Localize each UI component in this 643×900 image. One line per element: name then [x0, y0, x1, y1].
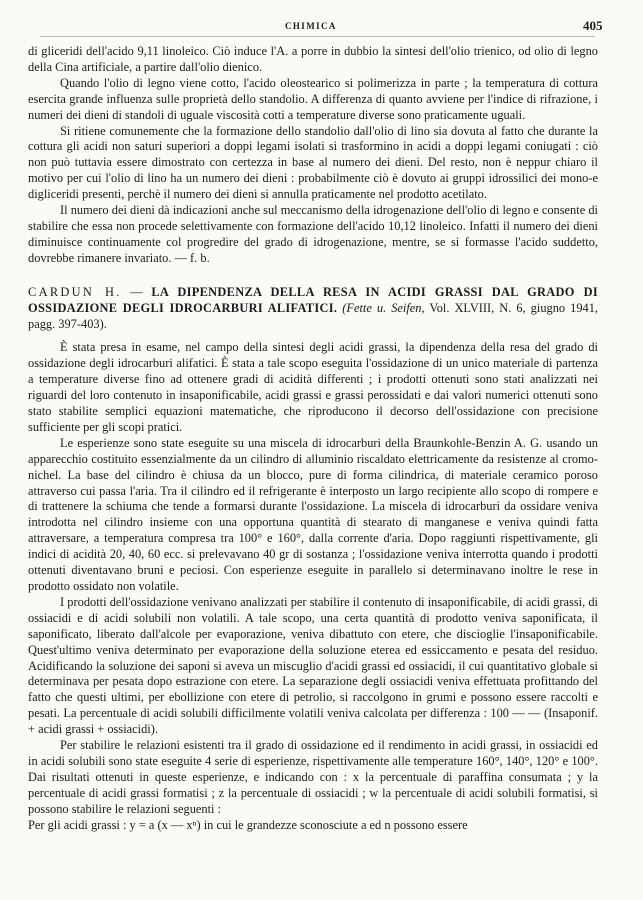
page-header: [0, 18, 643, 34]
running-head: CHIMICA: [285, 21, 337, 31]
paragraph-7: I prodotti dell'ossidazione venivano analizzati per stabilire il contenuto di insaponificabile, di acidi grassi, di ossiacidi e di acidi solubili non volatili. A tale scopo, una certa quantità di prodotto veniva saponificata, il saponificato, liberato dall'alcole per evaporazione, veniva dibattuto con etere, che discioglie l'insaponificabile. Quest'ultimo veniva determinato per evaporazione della soluzione eterea ed essiccamento e pesata del residuo. Acidificando la soluzione dei saponi si aveva un miscuglio d'acidi grassi ed ossiacidi, il cui quantitativo globale si determinava per pesata dopo estrazione con etere. La separazione degli ossiacidi veniva effettuata profittando del fatto che questi ultimi, per ebollizione con etere di petrolio, si raccolgono in grumi e possono essere raccolti e pesati. La percentuale di acidi solubili difficilmente volatili veniva calcolata per differenza : 100 — — (Insaponif. + acidi grassi + ossiacidi).: [28, 594, 598, 737]
section-citation: Vol. XLVIII, N. 6, giugno 1941, pagg. 397-403).: [28, 300, 599, 331]
section-title: LA DIPENDENZA DELLA RESA IN ACIDI GRASSI DAL GRADO DI OSSIDAZIONE DEGLI IDROCARBURI ALIFATICI.: [28, 284, 598, 315]
section-heading: [28, 285, 598, 333]
page-number: 405: [583, 18, 603, 33]
article-body: [28, 44, 598, 834]
paragraph-9: Per gli acidi grassi : y = a (x — xⁿ) in cui le grandezze sconosciute a ed n possono essere: [28, 817, 468, 832]
section-source: (Fette u. Seifen,: [342, 300, 425, 315]
section-author: CARDUN H.: [28, 284, 122, 299]
paragraph-6: Le esperienze sono state eseguite su una miscela di idrocarburi della Braunkohle-Benzin A. G. usando un apparecchio costituito essenzialmente da un cilindro di alluminio riscaldato elettricamente da resistenze al cromo-nichel. La base del cilindro è chiusa da un blocco, pure di forma cilindrica, di materiale ceramico poroso attraverso cui passa l'aria. Tra il cilindro ed il refrigerante è interposto un largo recipiente allo scopo di rompere e di trattenere la schiuma che tende a formarsi durante l'ossidazione. La miscela di idrocarburi da ossidare veniva introdotta nel cilindro insieme con una opportuna quantità di stearato di manganese e veniva quindi fatta attraversare, a temperatura compresa tra 100° e 160°, dalla corrente d'aria. Dopo raggiunti rispettivamente, gli indici di acidità 20, 40, 60 ecc. si prelevavano 40 gr di sostanza ; l'ossidazione veniva interrotta quando i prodotti ottenuti diventavano bruni e peciosi. Con esperienze eseguite in parallelo si determinavano inoltre le rese in prodotto ossidato non volatile.: [28, 435, 598, 593]
paragraph-3: Si ritiene comunemente che la formazione dello standolio dall'olio di lino sia dovuta al fatto che durante la cottura gli acidi non saturi superiori a doppi legami isolati si trasformino in acidi a doppi legami coniugati : ciò non può tuttavia essere dimostrato con certezza in base al numero dei dieni. Del resto, non è neppur chiaro il motivo per cui l'olio di lino ha un numero dei dieni : probabilmente ciò è dovuto ai gruppi idrossilici dei mono-e digliceridi presenti, perchè il numero dei dieni si annulla praticamente nel prodotto acetilato.: [28, 123, 598, 202]
section-dash: —: [121, 284, 152, 299]
paragraph-1: di gliceridi dell'acido 9,11 linoleico. Ciò induce l'A. a porre in dubbio la sintesi dell'olio trienico, od olio di legno della Cina artificiale, a partire dall'olio dienico.: [28, 44, 598, 74]
header-rule: [40, 36, 595, 37]
paragraph-5: È stata presa in esame, nel campo della sintesi degli acidi grassi, la dipendenza della resa del grado di ossidazione degli idrocarburi alifatici. È stata a tale scopo eseguita l'ossidazione di un unico materiale di partenza a temperature diverse fino ad ottenere gradi di acidità differenti ; i prodotti ottenuti sono stati analizzati nei riguardi del loro contenuto in insaponificabile, acidi grassi e grassi perossidati e dai valori numerici ottenuti sono stato stabilite semplici equazioni matematiche, che riproducono il decorso dell'ossidazione con precisione sufficiente per gli scopi pratici.: [28, 340, 598, 434]
paragraph-4: Il numero dei dieni dà indicazioni anche sul meccanismo della idrogenazione dell'olio di legno e consente di stabilire che essa non procede selettivamente con formazione dell'acido 10,12 linoleico. Infatti il numero dei dieni diminuisce continuamente col progredire del grado di idrogenazione, mentre, se si formasse l'acido suddetto, dovrebbe rimanere invariato. — f. b.: [28, 203, 598, 265]
paragraph-8: Per stabilire le relazioni esistenti tra il grado di ossidazione ed il rendimento in acidi grassi, in ossiacidi ed in acidi solubili sono state eseguite 4 serie di esperienze, rispettivamente alle temperature 160°, 140°, 120° e 100°. Dai risultati ottenuti in queste esperienze, e indicando con : x la percentuale di paraffina consumata ; y la percentuale di acidi grassi formatisi ; z la percentuale di ossiacidi ; w la percentuale di acidi solubili formatisi, si possono stabilire le relazioni seguenti :: [28, 738, 598, 816]
paragraph-2: Quando l'olio di legno viene cotto, l'acido oleostearico si polimerizza in parte ; la temperatura di cottura esercita grande influenza sulle proprietà dello standolio. A differenza di quanto avviene per l'indice di rifrazione, i numeri dei dieni di standoli di uguale viscosità cotti a temperature diverse sono praticamente uguali.: [28, 75, 598, 122]
